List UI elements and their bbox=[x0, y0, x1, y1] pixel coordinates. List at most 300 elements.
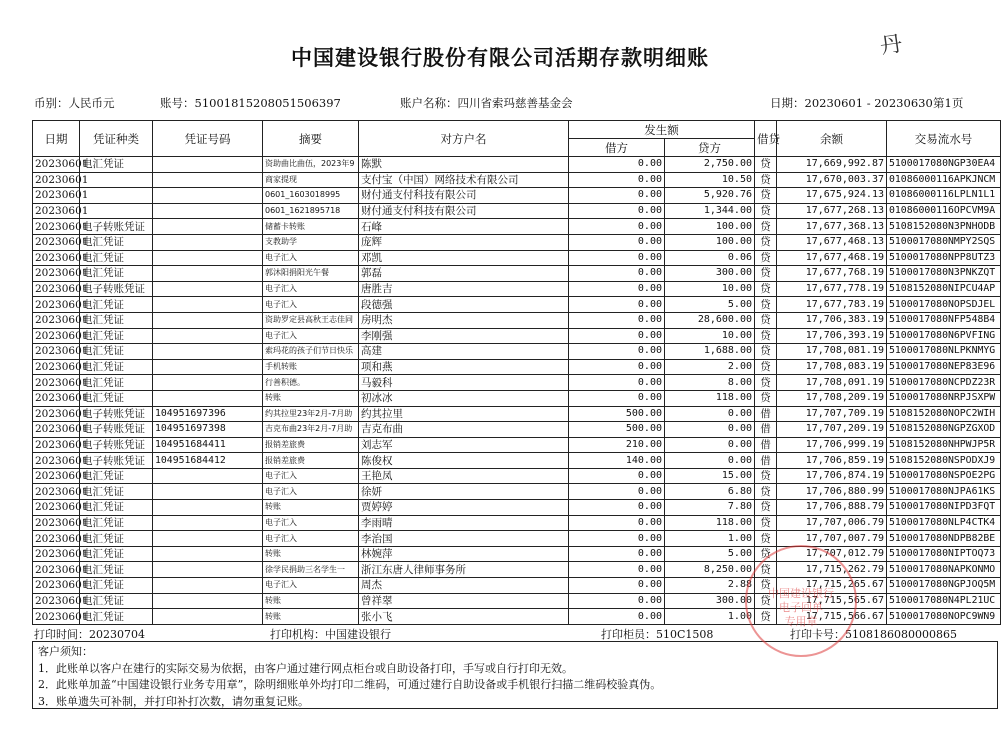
ledger-counterparty: 徐妍 bbox=[359, 484, 569, 500]
ledger-debit: 0.00 bbox=[569, 593, 665, 609]
ledger-debit: 0.00 bbox=[569, 375, 665, 391]
ledger-date: 20230601 bbox=[33, 281, 80, 297]
ledger-balance: 17,715,565.67 bbox=[777, 593, 887, 609]
ledger-credit: 0.00 bbox=[665, 453, 755, 469]
ledger-summary: 电子汇入 bbox=[263, 468, 359, 484]
ledger-credit: 300.00 bbox=[665, 593, 755, 609]
col-amount: 发生额 bbox=[569, 121, 755, 139]
ledger-counterparty: 郭磊 bbox=[359, 266, 569, 282]
ledger-counterparty: 陈默 bbox=[359, 157, 569, 173]
ledger-voucher-no: 104951697398 bbox=[153, 422, 263, 438]
ledger-summary: 电子汇入 bbox=[263, 578, 359, 594]
ledger-date: 20230601 bbox=[33, 531, 80, 547]
ledger-voucher-no bbox=[153, 500, 263, 516]
ledger-credit: 1.00 bbox=[665, 531, 755, 547]
table-row bbox=[33, 344, 1001, 360]
ledger-credit: 0.00 bbox=[665, 406, 755, 422]
ledger-voucher-no bbox=[153, 609, 263, 625]
ledger-serial: 5100017080N3PNKZQT bbox=[887, 266, 1001, 282]
ledger-counterparty: 唐胜吉 bbox=[359, 281, 569, 297]
ledger-date: 20230601 bbox=[33, 593, 80, 609]
ledger-serial: 01086000116LPLN1L1 bbox=[887, 188, 1001, 204]
ledger-serial: 01086000116OPCVM9A bbox=[887, 203, 1001, 219]
ledger-counterparty: 马毅科 bbox=[359, 375, 569, 391]
ledger-serial: 5100017080NRPJSXPW bbox=[887, 390, 1001, 406]
ledger-counterparty: 吉克布曲 bbox=[359, 422, 569, 438]
ledger-date: 20230601 bbox=[33, 188, 80, 204]
table-row bbox=[33, 297, 1001, 313]
table-row bbox=[33, 203, 1001, 219]
ledger-summary: 手机转账 bbox=[263, 359, 359, 375]
ledger-credit: 8.00 bbox=[665, 375, 755, 391]
ledger-credit: 28,600.00 bbox=[665, 312, 755, 328]
ledger-date: 20230601 bbox=[33, 234, 80, 250]
ledger-debit: 0.00 bbox=[569, 515, 665, 531]
notes-item: 1．此账单以客户在建行的实际交易为依据，由客户通过建行网点柜台或自助设备打印，手写或自行打印无效。 bbox=[38, 661, 573, 675]
table-row bbox=[33, 422, 1001, 438]
ledger-summary: 商家提现 bbox=[263, 172, 359, 188]
ledger-counterparty: 林婉萍 bbox=[359, 546, 569, 562]
ledger-balance: 17,669,992.87 bbox=[777, 157, 887, 173]
ledger-balance: 17,670,003.37 bbox=[777, 172, 887, 188]
table-row bbox=[33, 219, 1001, 235]
ledger-date: 20230601 bbox=[33, 359, 80, 375]
ledger-dc: 贷 bbox=[755, 157, 777, 173]
ledger-credit: 100.00 bbox=[665, 219, 755, 235]
ledger-date: 20230601 bbox=[33, 312, 80, 328]
ledger-voucher-no bbox=[153, 375, 263, 391]
ledger-credit: 300.00 bbox=[665, 266, 755, 282]
ledger-dc: 贷 bbox=[755, 546, 777, 562]
ledger-voucher-no bbox=[153, 157, 263, 173]
table-row bbox=[33, 484, 1001, 500]
table-row bbox=[33, 281, 1001, 297]
ledger-voucher-type: 电汇凭证 bbox=[80, 468, 153, 484]
ledger-serial: 5100017080NPP8UTZ3 bbox=[887, 250, 1001, 266]
ledger-dc: 借 bbox=[755, 422, 777, 438]
ledger-dc: 贷 bbox=[755, 266, 777, 282]
ledger-credit: 5.00 bbox=[665, 297, 755, 313]
ledger-balance: 17,708,083.19 bbox=[777, 359, 887, 375]
col-balance: 余额 bbox=[777, 121, 887, 157]
ledger-counterparty: 高建 bbox=[359, 344, 569, 360]
ledger-dc: 贷 bbox=[755, 297, 777, 313]
ledger-summary: 资助罗定县高秋王志佳同 bbox=[263, 312, 359, 328]
ledger-debit: 0.00 bbox=[569, 312, 665, 328]
col-date: 日期 bbox=[33, 121, 80, 157]
notes-item: 2．此账单加盖“中国建设银行业务专用章”，除明细账单外均打印二维码，可通过建行自助设备或手机银行扫描二维码校验真伪。 bbox=[38, 678, 662, 691]
ledger-summary: 转账 bbox=[263, 546, 359, 562]
col-serial: 交易流水号 bbox=[887, 121, 1001, 157]
ledger-dc: 贷 bbox=[755, 219, 777, 235]
ledger-balance: 17,707,012.79 bbox=[777, 546, 887, 562]
ledger-credit: 5.00 bbox=[665, 546, 755, 562]
ledger-voucher-no bbox=[153, 484, 263, 500]
ledger-dc: 贷 bbox=[755, 578, 777, 594]
ledger-voucher-no bbox=[153, 344, 263, 360]
col-summary: 摘要 bbox=[263, 121, 359, 157]
ledger-debit: 0.00 bbox=[569, 531, 665, 547]
ledger-dc: 贷 bbox=[755, 531, 777, 547]
ledger-voucher-type: 电子转账凭证 bbox=[80, 437, 153, 453]
handwritten-mark: 丹 bbox=[878, 31, 904, 60]
ledger-counterparty: 邓凯 bbox=[359, 250, 569, 266]
ledger-dc: 贷 bbox=[755, 250, 777, 266]
ledger-balance: 17,677,768.19 bbox=[777, 266, 887, 282]
ledger-voucher-no bbox=[153, 281, 263, 297]
ledger-serial: 5100017080NMPY2SQS bbox=[887, 234, 1001, 250]
ledger-summary: 约其拉里23年2月-7月助 bbox=[263, 406, 359, 422]
ledger-date: 20230601 bbox=[33, 437, 80, 453]
ledger-credit: 0.06 bbox=[665, 250, 755, 266]
ledger-date: 20230601 bbox=[33, 609, 80, 625]
ledger-credit: 7.80 bbox=[665, 500, 755, 516]
ledger-voucher-type: 电子转账凭证 bbox=[80, 406, 153, 422]
ledger-dc: 贷 bbox=[755, 500, 777, 516]
ledger-serial: 5100017080NGP30EA4 bbox=[887, 157, 1001, 173]
table-row bbox=[33, 172, 1001, 188]
ledger-summary: 电子汇入 bbox=[263, 328, 359, 344]
ledger-serial: 5100017080NOPSDJEL bbox=[887, 297, 1001, 313]
ledger-debit: 0.00 bbox=[569, 266, 665, 282]
ledger-date: 20230601 bbox=[33, 344, 80, 360]
ledger-voucher-type: 电汇凭证 bbox=[80, 500, 153, 516]
ledger-balance: 17,677,468.13 bbox=[777, 234, 887, 250]
ledger-debit: 0.00 bbox=[569, 578, 665, 594]
ledger-balance: 17,706,888.79 bbox=[777, 500, 887, 516]
ledger-date: 20230601 bbox=[33, 219, 80, 235]
ledger-summary: 转账 bbox=[263, 500, 359, 516]
ledger-debit: 0.00 bbox=[569, 328, 665, 344]
ledger-serial: 5108152080NGPZGXOD bbox=[887, 422, 1001, 438]
stamp-line: 专用章 bbox=[784, 615, 818, 628]
ledger-serial: 5100017080NOPC9WN9 bbox=[887, 609, 1001, 625]
ledger-credit: 2.88 bbox=[665, 578, 755, 594]
ledger-voucher-no bbox=[153, 312, 263, 328]
ledger-balance: 17,706,393.19 bbox=[777, 328, 887, 344]
table-row bbox=[33, 312, 1001, 328]
ledger-counterparty: 约其拉里 bbox=[359, 406, 569, 422]
ledger-dc: 贷 bbox=[755, 515, 777, 531]
ledger-voucher-type: 电汇凭证 bbox=[80, 484, 153, 500]
table-row bbox=[33, 375, 1001, 391]
ledger-serial: 01086000116APKJNCM bbox=[887, 172, 1001, 188]
ledger-dc: 贷 bbox=[755, 609, 777, 625]
ledger-balance: 17,677,268.13 bbox=[777, 203, 887, 219]
ledger-voucher-type: 电汇凭证 bbox=[80, 593, 153, 609]
ledger-date: 20230601 bbox=[33, 203, 80, 219]
ledger-balance: 17,707,007.79 bbox=[777, 531, 887, 547]
ledger-voucher-no bbox=[153, 578, 263, 594]
page-title: 中国建设银行股份有限公司活期存款明细账 bbox=[291, 46, 709, 70]
ledger-summary: 报销差旅费 bbox=[263, 453, 359, 469]
ledger-voucher-no bbox=[153, 515, 263, 531]
ledger-summary: 支教助学 bbox=[263, 234, 359, 250]
ledger-counterparty: 项和燕 bbox=[359, 359, 569, 375]
ledger-debit: 0.00 bbox=[569, 468, 665, 484]
ledger-voucher-no bbox=[153, 172, 263, 188]
ledger-dc: 贷 bbox=[755, 344, 777, 360]
ledger-date: 20230601 bbox=[33, 406, 80, 422]
col-debit: 借方 bbox=[569, 139, 665, 157]
customer-notes bbox=[32, 641, 998, 709]
ledger-dc: 贷 bbox=[755, 359, 777, 375]
ledger-voucher-type: 电汇凭证 bbox=[80, 375, 153, 391]
ledger-date: 20230601 bbox=[33, 328, 80, 344]
ledger-summary: 0601_1621895718 bbox=[263, 203, 359, 219]
ledger-date: 20230601 bbox=[33, 422, 80, 438]
ledger-dc: 贷 bbox=[755, 328, 777, 344]
ledger-voucher-type: 电汇凭证 bbox=[80, 515, 153, 531]
table-row bbox=[33, 468, 1001, 484]
table-row bbox=[33, 359, 1001, 375]
ledger-dc: 贷 bbox=[755, 203, 777, 219]
ledger-date: 20230601 bbox=[33, 562, 80, 578]
stamp-line: 电子回单 bbox=[779, 601, 823, 614]
ledger-summary: 电子汇入 bbox=[263, 531, 359, 547]
notes-heading: 客户须知： bbox=[38, 645, 93, 658]
ledger-counterparty: 段德强 bbox=[359, 297, 569, 313]
ledger-dc: 贷 bbox=[755, 312, 777, 328]
ledger-debit: 140.00 bbox=[569, 453, 665, 469]
ledger-dc: 贷 bbox=[755, 234, 777, 250]
ledger-voucher-no bbox=[153, 188, 263, 204]
ledger-voucher-type: 电汇凭证 bbox=[80, 578, 153, 594]
ledger-credit: 6.80 bbox=[665, 484, 755, 500]
ledger-date: 20230601 bbox=[33, 578, 80, 594]
ledger-balance: 17,708,081.19 bbox=[777, 344, 887, 360]
ledger-counterparty: 房明杰 bbox=[359, 312, 569, 328]
ledger-debit: 0.00 bbox=[569, 297, 665, 313]
ledger-credit: 100.00 bbox=[665, 234, 755, 250]
ledger-voucher-type: 电子转账凭证 bbox=[80, 422, 153, 438]
ledger-voucher-type: 电汇凭证 bbox=[80, 390, 153, 406]
ledger-credit: 118.00 bbox=[665, 390, 755, 406]
ledger-credit: 5,920.76 bbox=[665, 188, 755, 204]
ledger-voucher-type: 电汇凭证 bbox=[80, 328, 153, 344]
ledger-balance: 17,706,859.19 bbox=[777, 453, 887, 469]
ledger-voucher-type: 电汇凭证 bbox=[80, 234, 153, 250]
ledger-voucher-type: 电汇凭证 bbox=[80, 546, 153, 562]
ledger-date: 20230601 bbox=[33, 468, 80, 484]
ledger-voucher-type bbox=[80, 188, 153, 204]
stamp-line: 中国建设银行 bbox=[768, 587, 834, 600]
ledger-balance: 17,715,265.67 bbox=[777, 578, 887, 594]
col-dc: 借贷 bbox=[755, 121, 777, 157]
ledger-summary: 资助曲比曲伍，2023年9 bbox=[263, 157, 359, 173]
ledger-debit: 0.00 bbox=[569, 609, 665, 625]
ledger-voucher-type: 电汇凭证 bbox=[80, 562, 153, 578]
ledger-voucher-no bbox=[153, 546, 263, 562]
ledger-counterparty: 王艳凤 bbox=[359, 468, 569, 484]
ledger-balance: 17,707,006.79 bbox=[777, 515, 887, 531]
currency-label: 币别：人民币元 bbox=[34, 96, 115, 110]
col-voucher-no: 凭证号码 bbox=[153, 121, 263, 157]
ledger-counterparty: 李雨晴 bbox=[359, 515, 569, 531]
ledger-table bbox=[32, 120, 1001, 625]
ledger-date: 20230601 bbox=[33, 266, 80, 282]
ledger-credit: 8,250.00 bbox=[665, 562, 755, 578]
ledger-summary: 索玛花的孩子们节日快乐 bbox=[263, 344, 359, 360]
ledger-counterparty: 财付通支付科技有限公司 bbox=[359, 203, 569, 219]
table-row bbox=[33, 250, 1001, 266]
ledger-debit: 0.00 bbox=[569, 203, 665, 219]
ledger-voucher-type: 电汇凭证 bbox=[80, 250, 153, 266]
ledger-balance: 17,677,783.19 bbox=[777, 297, 887, 313]
ledger-date: 20230601 bbox=[33, 515, 80, 531]
page-number: 第1页 bbox=[933, 96, 964, 110]
ledger-debit: 0.00 bbox=[569, 157, 665, 173]
ledger-date: 20230601 bbox=[33, 375, 80, 391]
ledger-voucher-no bbox=[153, 297, 263, 313]
table-row bbox=[33, 437, 1001, 453]
ledger-summary: 储蓄卡转账 bbox=[263, 219, 359, 235]
ledger-date: 20230601 bbox=[33, 484, 80, 500]
ledger-summary: 0601_1603018995 bbox=[263, 188, 359, 204]
ledger-credit: 2,750.00 bbox=[665, 157, 755, 173]
ledger-debit: 0.00 bbox=[569, 188, 665, 204]
ledger-credit: 1,688.00 bbox=[665, 344, 755, 360]
ledger-serial: 5100017080NGPJOQ5M bbox=[887, 578, 1001, 594]
col-counterparty: 对方户名 bbox=[359, 121, 569, 157]
ledger-credit: 10.00 bbox=[665, 281, 755, 297]
print-counter: 打印柜员：510C1508 bbox=[601, 628, 714, 641]
ledger-serial: 5100017080NIPD3FQT bbox=[887, 500, 1001, 516]
ledger-counterparty: 陈俊权 bbox=[359, 453, 569, 469]
ledger-debit: 0.00 bbox=[569, 344, 665, 360]
ledger-dc: 贷 bbox=[755, 281, 777, 297]
ledger-balance: 17,715,262.79 bbox=[777, 562, 887, 578]
ledger-credit: 118.00 bbox=[665, 515, 755, 531]
notes-item: 3．账单遗失可补制，并打印补打次数，请勿重复记账。 bbox=[38, 694, 309, 708]
ledger-voucher-type: 电汇凭证 bbox=[80, 297, 153, 313]
ledger-voucher-no bbox=[153, 203, 263, 219]
ledger-counterparty: 初冰冰 bbox=[359, 390, 569, 406]
ledger-balance: 17,706,383.19 bbox=[777, 312, 887, 328]
ledger-serial: 5108152080NHPWJP5R bbox=[887, 437, 1001, 453]
ledger-balance: 17,715,566.67 bbox=[777, 609, 887, 625]
ledger-voucher-no bbox=[153, 531, 263, 547]
ledger-dc: 贷 bbox=[755, 375, 777, 391]
ledger-credit: 1,344.00 bbox=[665, 203, 755, 219]
ledger-debit: 0.00 bbox=[569, 219, 665, 235]
ledger-debit: 0.00 bbox=[569, 234, 665, 250]
ledger-summary: 报销差旅费 bbox=[263, 437, 359, 453]
ledger-voucher-no: 104951684412 bbox=[153, 453, 263, 469]
table-row bbox=[33, 453, 1001, 469]
ledger-voucher-type: 电子转账凭证 bbox=[80, 281, 153, 297]
ledger-debit: 500.00 bbox=[569, 406, 665, 422]
ledger-balance: 17,707,709.19 bbox=[777, 406, 887, 422]
ledger-summary: 吉克布曲23年2月-7月助 bbox=[263, 422, 359, 438]
ledger-debit: 0.00 bbox=[569, 546, 665, 562]
col-voucher-type: 凭证种类 bbox=[80, 121, 153, 157]
ledger-credit: 10.00 bbox=[665, 328, 755, 344]
ledger-balance: 17,677,778.19 bbox=[777, 281, 887, 297]
ledger-counterparty: 李治国 bbox=[359, 531, 569, 547]
ledger-debit: 0.00 bbox=[569, 484, 665, 500]
ledger-body bbox=[33, 157, 1001, 625]
ledger-credit: 1.00 bbox=[665, 609, 755, 625]
ledger-voucher-type: 电子转账凭证 bbox=[80, 219, 153, 235]
table-row bbox=[33, 234, 1001, 250]
ledger-serial: 5108152080NSPODXJ9 bbox=[887, 453, 1001, 469]
table-row bbox=[33, 390, 1001, 406]
ledger-voucher-type: 电汇凭证 bbox=[80, 531, 153, 547]
ledger-serial: 5100017080NJPA61KS bbox=[887, 484, 1001, 500]
ledger-balance: 17,677,368.13 bbox=[777, 219, 887, 235]
account-name: 账户名称：四川省索玛慈善基金会 bbox=[400, 96, 573, 110]
table-row bbox=[33, 406, 1001, 422]
bank-seal-stamp bbox=[745, 545, 857, 657]
print-org: 打印机构：中国建设银行 bbox=[270, 628, 391, 641]
ledger-serial: 5100017080NLPKNMYG bbox=[887, 344, 1001, 360]
table-row bbox=[33, 266, 1001, 282]
ledger-dc: 贷 bbox=[755, 484, 777, 500]
ledger-serial: 5100017080NLP4CTK4 bbox=[887, 515, 1001, 531]
ledger-serial: 5100017080NSPOE2PG bbox=[887, 468, 1001, 484]
ledger-debit: 0.00 bbox=[569, 562, 665, 578]
ledger-dc: 借 bbox=[755, 406, 777, 422]
ledger-counterparty: 张小飞 bbox=[359, 609, 569, 625]
ledger-voucher-no bbox=[153, 359, 263, 375]
ledger-counterparty: 曾祥翠 bbox=[359, 593, 569, 609]
ledger-credit: 0.00 bbox=[665, 437, 755, 453]
ledger-counterparty: 刘志军 bbox=[359, 437, 569, 453]
ledger-dc: 贷 bbox=[755, 172, 777, 188]
ledger-counterparty: 石峰 bbox=[359, 219, 569, 235]
ledger-serial: 5100017080NDPB82BE bbox=[887, 531, 1001, 547]
ledger-credit: 15.00 bbox=[665, 468, 755, 484]
ledger-date: 20230601 bbox=[33, 390, 80, 406]
ledger-date: 20230601 bbox=[33, 250, 80, 266]
ledger-summary: 徐学民捐助三名学生一 bbox=[263, 562, 359, 578]
ledger-serial: 5100017080NEP83E96 bbox=[887, 359, 1001, 375]
ledger-dc: 贷 bbox=[755, 593, 777, 609]
ledger-counterparty: 支付宝（中国）网络技术有限公司 bbox=[359, 172, 569, 188]
ledger-counterparty: 周杰 bbox=[359, 578, 569, 594]
ledger-debit: 0.00 bbox=[569, 500, 665, 516]
ledger-summary: 电子汇入 bbox=[263, 281, 359, 297]
col-credit: 贷方 bbox=[665, 139, 755, 157]
ledger-voucher-no bbox=[153, 219, 263, 235]
ledger-voucher-type bbox=[80, 172, 153, 188]
ledger-balance: 17,706,874.19 bbox=[777, 468, 887, 484]
ledger-voucher-no: 104951697396 bbox=[153, 406, 263, 422]
ledger-voucher-no bbox=[153, 234, 263, 250]
table-row bbox=[33, 562, 1001, 578]
table-row bbox=[33, 157, 1001, 173]
ledger-voucher-no bbox=[153, 250, 263, 266]
ledger-voucher-type: 电汇凭证 bbox=[80, 157, 153, 173]
ledger-summary: 转账 bbox=[263, 593, 359, 609]
ledger-dc: 贷 bbox=[755, 468, 777, 484]
ledger-summary: 电子汇入 bbox=[263, 515, 359, 531]
ledger-summary: 行善积德。 bbox=[263, 375, 359, 391]
ledger-debit: 0.00 bbox=[569, 250, 665, 266]
ledger-voucher-type: 电子转账凭证 bbox=[80, 453, 153, 469]
ledger-voucher-no bbox=[153, 266, 263, 282]
ledger-serial: 5100017080N4PL21UC bbox=[887, 593, 1001, 609]
ledger-balance: 17,707,209.19 bbox=[777, 422, 887, 438]
ledger-voucher-type: 电汇凭证 bbox=[80, 266, 153, 282]
ledger-serial: 5100017080NIPTOQ73 bbox=[887, 546, 1001, 562]
ledger-voucher-type: 电汇凭证 bbox=[80, 344, 153, 360]
ledger-credit: 10.50 bbox=[665, 172, 755, 188]
ledger-debit: 0.00 bbox=[569, 359, 665, 375]
ledger-dc: 贷 bbox=[755, 562, 777, 578]
ledger-counterparty: 贾婷婷 bbox=[359, 500, 569, 516]
